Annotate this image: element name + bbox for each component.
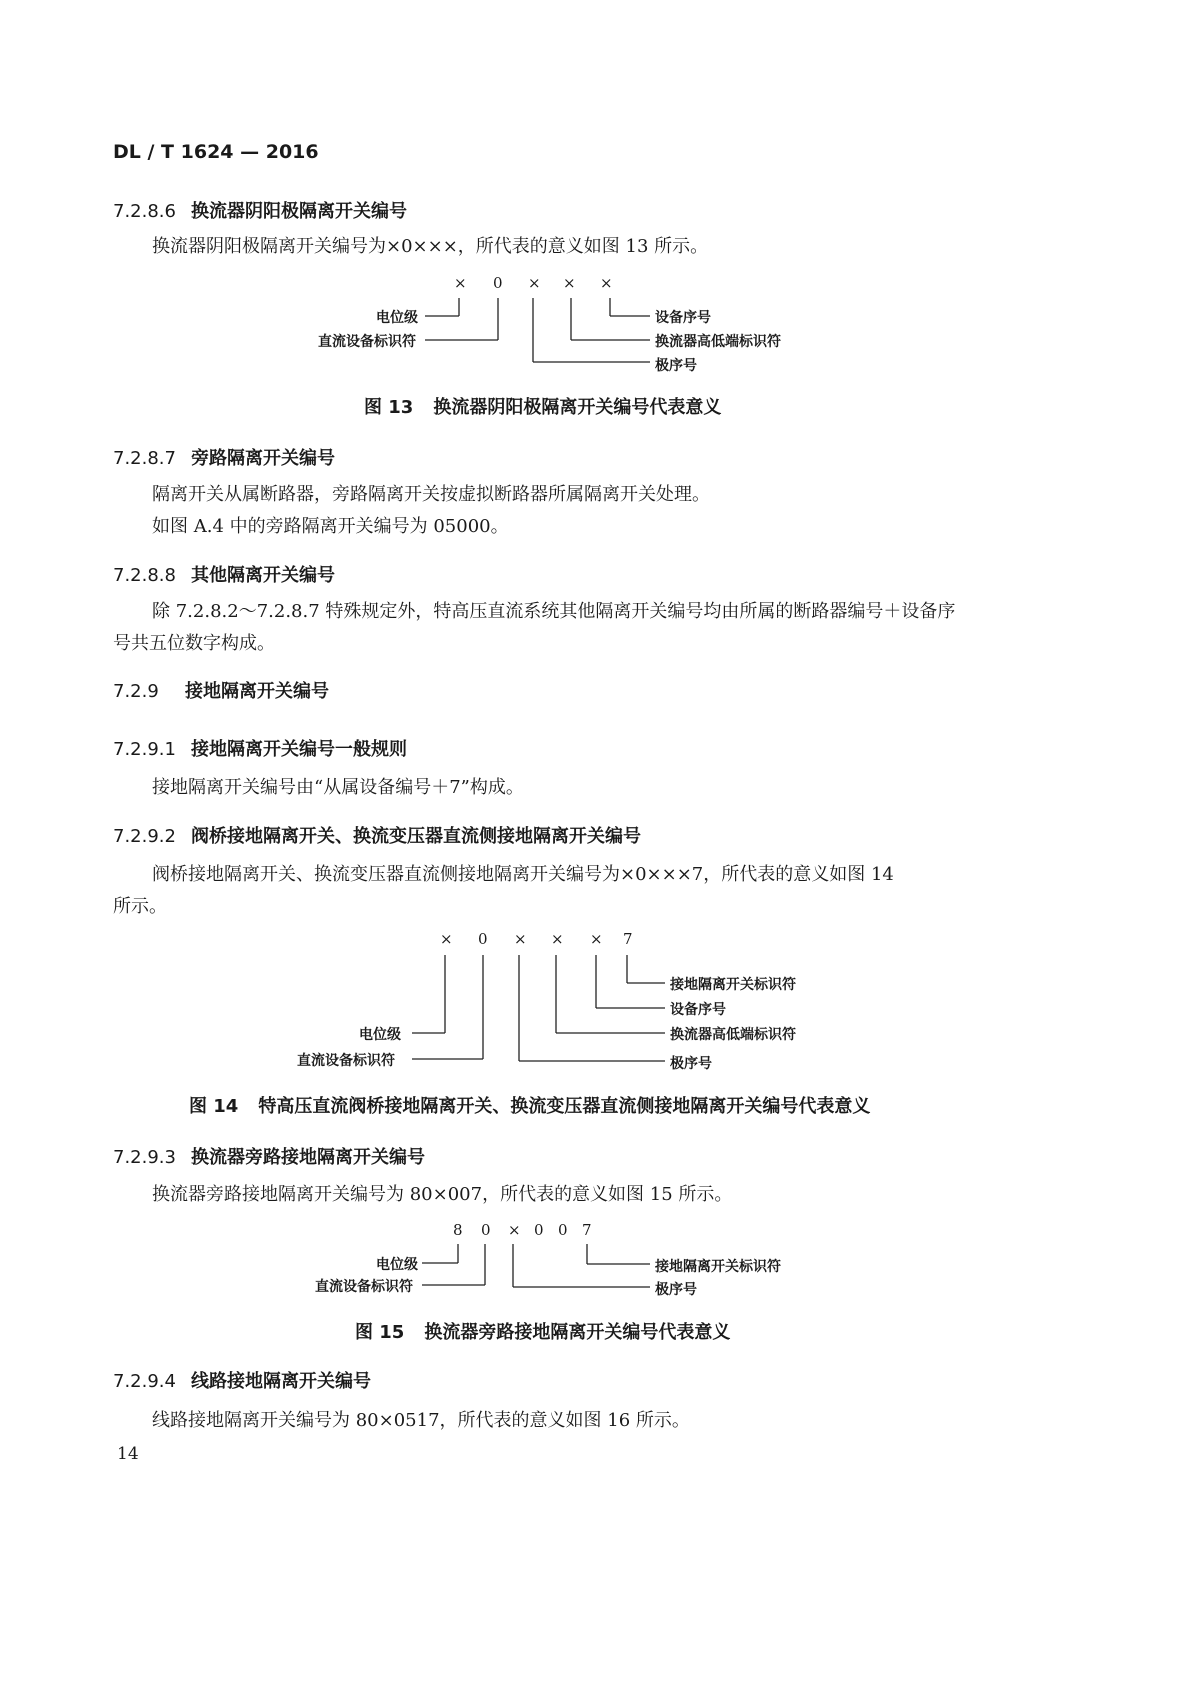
figure-label: 电位级	[359, 1027, 401, 1043]
code-symbol: ×	[590, 930, 603, 948]
figure-label: 极序号	[655, 358, 697, 374]
section-number: 7.2.8.6	[113, 201, 176, 222]
figure-label: 电位级	[376, 310, 418, 326]
figure-label: 接地隔离开关标识符	[655, 1259, 781, 1275]
code-symbol: ×	[563, 274, 576, 292]
code-symbol: 7	[623, 930, 633, 948]
figure-label: 极序号	[670, 1056, 712, 1072]
figure-label: 直流设备标识符	[318, 334, 416, 350]
code-symbol: 0	[493, 274, 503, 292]
section-heading-7294	[113, 1367, 371, 1393]
figure-label: 直流设备标识符	[315, 1279, 413, 1295]
section-title: 其他隔离开关编号	[191, 565, 335, 586]
section-title: 换流器旁路接地隔离开关编号	[191, 1147, 425, 1168]
figure-number: 图 15	[355, 1322, 405, 1343]
code-symbol: ×	[514, 930, 527, 948]
section-number: 7.2.9	[113, 681, 159, 702]
figure-number: 图 13	[364, 397, 414, 418]
section-title: 阀桥接地隔离开关、换流变压器直流侧接地隔离开关编号	[191, 826, 641, 847]
paragraph: 接地隔离开关编号由“从属设备编号＋7”构成。	[152, 777, 524, 798]
section-number: 7.2.8.8	[113, 565, 176, 586]
paragraph: 除 7.2.8.2～7.2.8.7 特殊规定外，特高压直流系统其他隔离开关编号均由所属的断路器编号＋设备序	[152, 601, 956, 622]
figure-label: 换流器高低端标识符	[670, 1027, 796, 1043]
section-title: 旁路隔离开关编号	[191, 448, 335, 469]
section-number: 7.2.8.7	[113, 448, 176, 469]
section-number: 7.2.9.2	[113, 826, 176, 847]
paragraph: 号共五位数字构成。	[113, 633, 275, 654]
figure-label: 设备序号	[655, 310, 711, 326]
code-symbol: 7	[582, 1221, 592, 1239]
figure-label: 接地隔离开关标识符	[670, 977, 796, 993]
code-symbol: 0	[558, 1221, 568, 1239]
paragraph: 线路接地隔离开关编号为 80×0517，所代表的意义如图 16 所示。	[152, 1410, 690, 1431]
code-symbol: 8	[453, 1221, 463, 1239]
code-symbol: 0	[481, 1221, 491, 1239]
figure-caption-text: 特高压直流阀桥接地隔离开关、换流变压器直流侧接地隔离开关编号代表意义	[258, 1096, 871, 1117]
figure-label: 换流器高低端标识符	[655, 334, 781, 350]
paragraph: 换流器旁路接地隔离开关编号为 80×007，所代表的意义如图 15 所示。	[152, 1184, 733, 1205]
section-title: 线路接地隔离开关编号	[191, 1371, 371, 1392]
code-symbol: ×	[528, 274, 541, 292]
code-symbol: 0	[534, 1221, 544, 1239]
figure-caption-text: 换流器旁路接地隔离开关编号代表意义	[424, 1322, 731, 1343]
section-title: 接地隔离开关编号一般规则	[191, 739, 407, 760]
figure-label: 极序号	[655, 1282, 697, 1298]
figure-label: 电位级	[376, 1257, 418, 1273]
paragraph: 换流器阴阳极隔离开关编号为×0×××，所代表的意义如图 13 所示。	[152, 236, 709, 257]
section-number: 7.2.9.1	[113, 739, 176, 760]
code-symbol: ×	[454, 274, 467, 292]
code-symbol: ×	[508, 1221, 521, 1239]
figure-label: 设备序号	[670, 1002, 726, 1018]
paragraph: 如图 A.4 中的旁路隔离开关编号为 05000。	[152, 516, 509, 537]
figure-caption-text: 换流器阴阳极隔离开关编号代表意义	[433, 397, 722, 418]
section-number: 7.2.9.4	[113, 1371, 176, 1392]
paragraph: 隔离开关从属断路器，旁路隔离开关按虚拟断路器所属隔离开关处理。	[152, 484, 710, 505]
figure-label: 直流设备标识符	[297, 1053, 395, 1069]
section-number: 7.2.9.3	[113, 1147, 176, 1168]
paragraph: 所示。	[113, 896, 167, 917]
code-symbol: ×	[440, 930, 453, 948]
document-code: DL / T 1624 — 2016	[113, 141, 319, 163]
page-number: 14	[117, 1444, 139, 1464]
section-title: 换流器阴阳极隔离开关编号	[191, 201, 407, 222]
figure-15-caption	[355, 1318, 730, 1344]
paragraph: 阀桥接地隔离开关、换流变压器直流侧接地隔离开关编号为×0×××7，所代表的意义如图 14	[152, 864, 894, 885]
code-symbol: ×	[551, 930, 564, 948]
section-title: 接地隔离开关编号	[185, 681, 329, 702]
code-symbol: 0	[478, 930, 488, 948]
code-symbol: ×	[600, 274, 613, 292]
figure-number: 图 14	[189, 1096, 239, 1117]
